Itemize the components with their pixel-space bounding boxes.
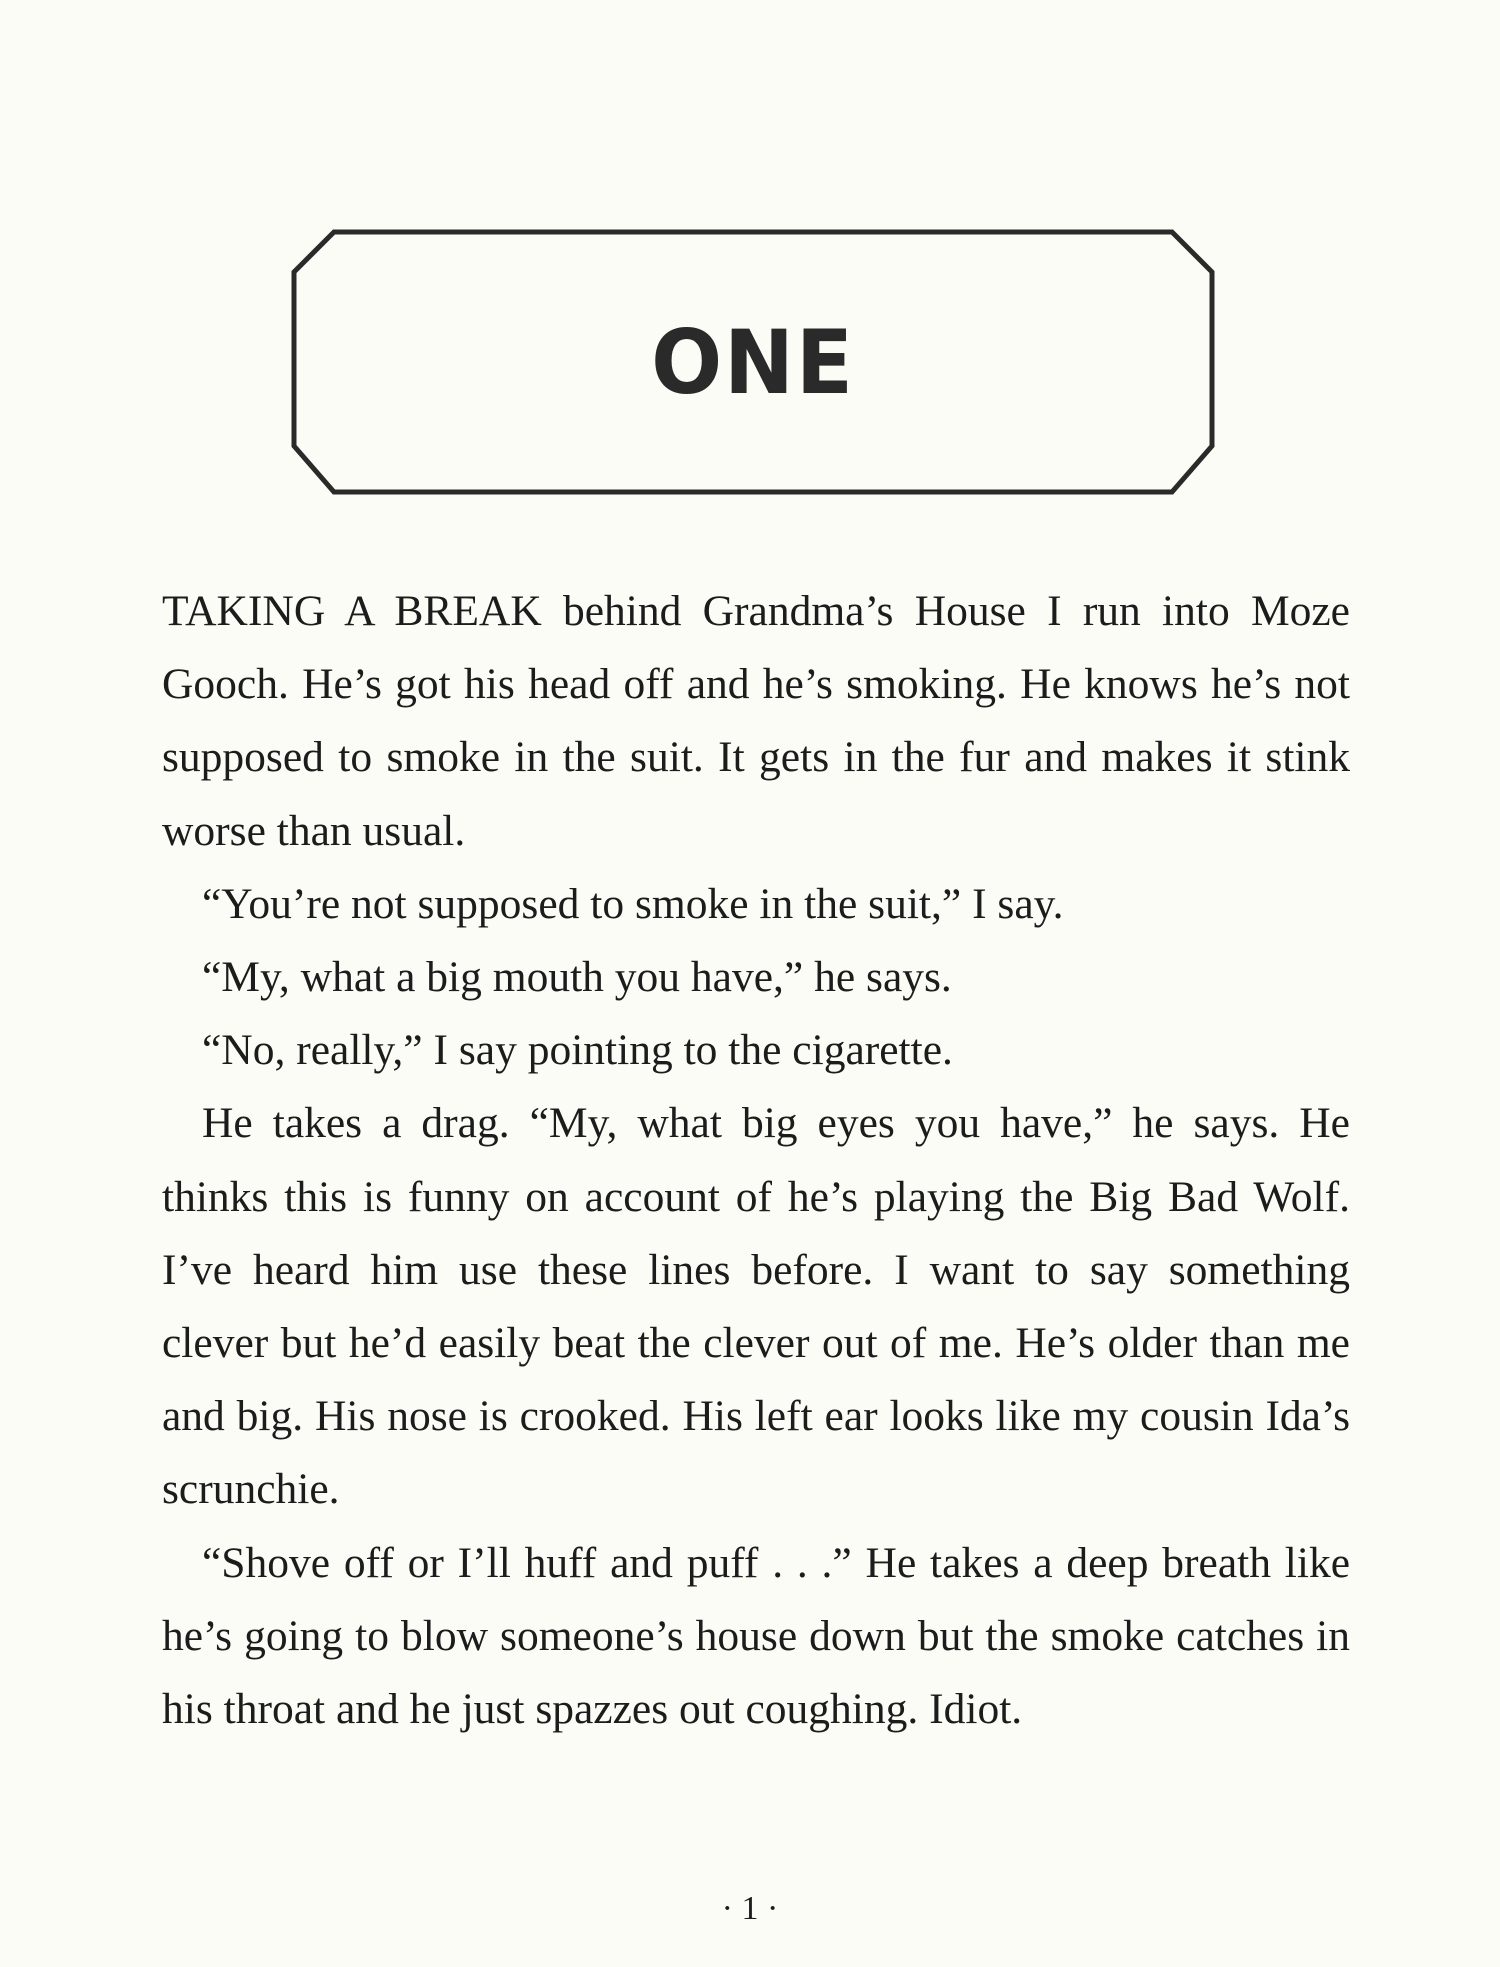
chapter-heading-frame (290, 228, 1216, 496)
paragraph-3: “My, what a big mouth you have,” he says. (202, 953, 952, 1002)
page-number: · 1 · (721, 1890, 779, 1927)
paragraph-4: “No, really,” I say pointing to the cigarette. (202, 1026, 953, 1075)
paragraph-1: TAKING A BREAK behind Grandma’s House I run into Moze Gooch. He’s got his head off and he’s smoking. He knows he’s not supposed to smoke in the suit. It gets in the fur and makes it stink worse than usual. (162, 587, 1350, 855)
chapter-title: ONE (651, 310, 855, 414)
paragraph-6: “Shove off or I’ll huff and puff . . .” He takes a deep breath like he’s going to blow someone’s house down but the smoke catches in his throat and he just spazzes out coughing. Idiot. (162, 1538, 1350, 1734)
paragraph-2: “You’re not supposed to smoke in the suit,” I say. (202, 879, 1064, 928)
body-text (162, 575, 1350, 1746)
paragraph-5: He takes a drag. “My, what big eyes you have,” he says. He thinks this is funny on account of he’s playing the Big Bad Wolf. I’ve heard him use these lines before. I want to say something clever but he’d easily beat the clever out of me. He’s older than me and big. His nose is crooked. His left ear looks like my cousin Ida’s scrunchie. (162, 1099, 1350, 1514)
